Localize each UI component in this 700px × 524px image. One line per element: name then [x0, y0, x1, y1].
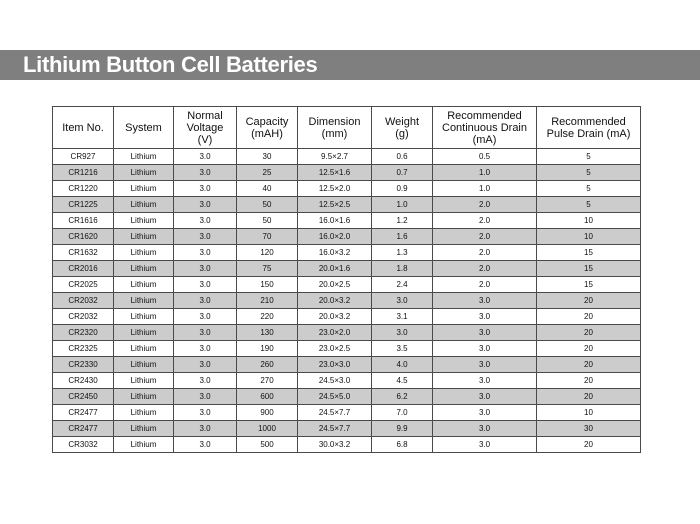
table-cell-dimension: 23.0×2.0: [298, 325, 372, 341]
table-cell-system: Lithium: [114, 245, 174, 261]
table-cell-capacity: 30: [237, 149, 298, 165]
table-cell-weight: 1.2: [372, 213, 433, 229]
table-cell-item-no: CR2032: [53, 309, 114, 325]
table-cell-dimension: 24.5×7.7: [298, 405, 372, 421]
table-cell-voltage: 3.0: [174, 165, 237, 181]
column-header-line: Capacity: [245, 115, 289, 128]
column-header-line: Recommended: [447, 109, 522, 122]
table-cell-dimension: 12.5×1.6: [298, 165, 372, 181]
table-cell-item-no: CR2320: [53, 325, 114, 341]
table-cell-item-no: CR1220: [53, 181, 114, 197]
table-cell-pulse-drain: 5: [537, 197, 641, 213]
table-cell-system: Lithium: [114, 309, 174, 325]
table-cell-item-no: CR927: [53, 149, 114, 165]
table-cell-continuous-drain: 3.0: [433, 357, 537, 373]
table-cell-capacity: 70: [237, 229, 298, 245]
table-row: [53, 165, 641, 181]
column-header-line: (g): [395, 127, 409, 140]
table-cell-dimension: 20.0×3.2: [298, 293, 372, 309]
column-header-pulse-drain: [537, 107, 641, 149]
column-header-line: Dimension: [308, 115, 361, 128]
table-cell-item-no: CR3032: [53, 437, 114, 453]
column-header-system: [114, 107, 174, 149]
table-cell-pulse-drain: 20: [537, 293, 641, 309]
table-cell-weight: 0.6: [372, 149, 433, 165]
column-header-line: (mAH): [251, 127, 283, 140]
table-cell-pulse-drain: 20: [537, 437, 641, 453]
column-header-continuous-drain: [433, 107, 537, 149]
table-cell-weight: 9.9: [372, 421, 433, 437]
table-cell-voltage: 3.0: [174, 309, 237, 325]
table-cell-dimension: 16.0×2.0: [298, 229, 372, 245]
table-cell-weight: 6.8: [372, 437, 433, 453]
table-cell-dimension: 20.0×1.6: [298, 261, 372, 277]
column-header-item-no: [53, 107, 114, 149]
table-cell-weight: 1.6: [372, 229, 433, 245]
table-row: [53, 229, 641, 245]
table-cell-item-no: CR2430: [53, 373, 114, 389]
table-cell-system: Lithium: [114, 325, 174, 341]
table-cell-voltage: 3.0: [174, 373, 237, 389]
table-row: [53, 261, 641, 277]
table-cell-dimension: 24.5×5.0: [298, 389, 372, 405]
table-cell-continuous-drain: 2.0: [433, 229, 537, 245]
table-row: [53, 341, 641, 357]
table-cell-continuous-drain: 3.0: [433, 309, 537, 325]
table-cell-system: Lithium: [114, 405, 174, 421]
table-cell-voltage: 3.0: [174, 293, 237, 309]
table-cell-voltage: 3.0: [174, 341, 237, 357]
table-cell-continuous-drain: 2.0: [433, 261, 537, 277]
table-cell-pulse-drain: 20: [537, 325, 641, 341]
table-cell-capacity: 50: [237, 197, 298, 213]
table-cell-item-no: CR2450: [53, 389, 114, 405]
table-cell-item-no: CR2032: [53, 293, 114, 309]
table-cell-continuous-drain: 2.0: [433, 245, 537, 261]
table-cell-pulse-drain: 30: [537, 421, 641, 437]
page-title: Lithium Button Cell Batteries: [23, 52, 318, 77]
table-cell-system: Lithium: [114, 389, 174, 405]
table-cell-pulse-drain: 20: [537, 357, 641, 373]
table-cell-capacity: 120: [237, 245, 298, 261]
table-cell-continuous-drain: 2.0: [433, 197, 537, 213]
table-cell-capacity: 210: [237, 293, 298, 309]
table-cell-continuous-drain: 3.0: [433, 341, 537, 357]
table-cell-continuous-drain: 1.0: [433, 165, 537, 181]
table-cell-capacity: 130: [237, 325, 298, 341]
table-cell-dimension: 30.0×3.2: [298, 437, 372, 453]
column-header-line: (mm): [321, 127, 348, 140]
table-cell-system: Lithium: [114, 341, 174, 357]
table-cell-continuous-drain: 0.5: [433, 149, 537, 165]
column-header-capacity: [237, 107, 298, 149]
table-cell-weight: 1.8: [372, 261, 433, 277]
table-cell-dimension: 23.0×3.0: [298, 357, 372, 373]
table-cell-dimension: 16.0×1.6: [298, 213, 372, 229]
table-row: [53, 197, 641, 213]
table-cell-system: Lithium: [114, 373, 174, 389]
table-cell-voltage: 3.0: [174, 405, 237, 421]
table-cell-weight: 3.0: [372, 325, 433, 341]
table-cell-voltage: 3.0: [174, 245, 237, 261]
table-row: [53, 149, 641, 165]
table-cell-weight: 4.5: [372, 373, 433, 389]
table-cell-item-no: CR1225: [53, 197, 114, 213]
table-row: [53, 245, 641, 261]
table-cell-continuous-drain: 3.0: [433, 325, 537, 341]
table-cell-continuous-drain: 2.0: [433, 277, 537, 293]
table-cell-voltage: 3.0: [174, 325, 237, 341]
table-cell-system: Lithium: [114, 165, 174, 181]
column-header-dimension: [298, 107, 372, 149]
table-cell-weight: 0.7: [372, 165, 433, 181]
table-cell-weight: 4.0: [372, 357, 433, 373]
table-row: [53, 309, 641, 325]
table-cell-weight: 3.5: [372, 341, 433, 357]
table-cell-pulse-drain: 15: [537, 261, 641, 277]
table-cell-weight: 1.0: [372, 197, 433, 213]
table-cell-capacity: 500: [237, 437, 298, 453]
table-cell-voltage: 3.0: [174, 261, 237, 277]
table-row: [53, 389, 641, 405]
table-cell-pulse-drain: 10: [537, 213, 641, 229]
table-cell-item-no: CR2325: [53, 341, 114, 357]
table-row: [53, 437, 641, 453]
table-cell-continuous-drain: 2.0: [433, 213, 537, 229]
table-cell-pulse-drain: 5: [537, 149, 641, 165]
table-cell-dimension: 9.5×2.7: [298, 149, 372, 165]
table-cell-dimension: 23.0×2.5: [298, 341, 372, 357]
table-cell-weight: 0.9: [372, 181, 433, 197]
table-cell-dimension: 20.0×2.5: [298, 277, 372, 293]
table-cell-weight: 3.1: [372, 309, 433, 325]
column-header-line: Voltage: [186, 121, 224, 134]
column-header-line: Pulse Drain (mA): [546, 127, 631, 140]
table-cell-system: Lithium: [114, 421, 174, 437]
table-cell-item-no: CR2016: [53, 261, 114, 277]
table-cell-voltage: 3.0: [174, 277, 237, 293]
table-cell-weight: 2.4: [372, 277, 433, 293]
table-cell-pulse-drain: 5: [537, 165, 641, 181]
table-cell-item-no: CR1620: [53, 229, 114, 245]
table-cell-continuous-drain: 3.0: [433, 293, 537, 309]
table-cell-item-no: CR2330: [53, 357, 114, 373]
table-cell-system: Lithium: [114, 197, 174, 213]
column-header-line: Continuous Drain: [442, 121, 527, 134]
table-cell-dimension: 12.5×2.0: [298, 181, 372, 197]
column-header-line: Item No.: [62, 121, 104, 134]
table-cell-capacity: 1000: [237, 421, 298, 437]
title-bar: [0, 50, 700, 80]
table-cell-capacity: 190: [237, 341, 298, 357]
table-cell-continuous-drain: 3.0: [433, 437, 537, 453]
column-header-line: Normal: [187, 109, 223, 122]
table-cell-pulse-drain: 20: [537, 389, 641, 405]
table-cell-continuous-drain: 3.0: [433, 389, 537, 405]
table-cell-capacity: 40: [237, 181, 298, 197]
table-cell-capacity: 75: [237, 261, 298, 277]
column-header-voltage: [174, 107, 237, 149]
table-cell-capacity: 25: [237, 165, 298, 181]
table-cell-pulse-drain: 15: [537, 245, 641, 261]
table-cell-item-no: CR2477: [53, 405, 114, 421]
table-cell-pulse-drain: 20: [537, 373, 641, 389]
table-row: [53, 325, 641, 341]
table-cell-capacity: 270: [237, 373, 298, 389]
table-row: [53, 277, 641, 293]
table-cell-continuous-drain: 3.0: [433, 405, 537, 421]
table-row: [53, 293, 641, 309]
table-cell-system: Lithium: [114, 229, 174, 245]
table-cell-pulse-drain: 20: [537, 309, 641, 325]
table-body: [53, 149, 641, 453]
table-cell-system: Lithium: [114, 277, 174, 293]
table-row: [53, 373, 641, 389]
table-cell-continuous-drain: 1.0: [433, 181, 537, 197]
column-header-line: (V): [197, 133, 213, 146]
table-row: [53, 405, 641, 421]
table-cell-pulse-drain: 20: [537, 341, 641, 357]
table-cell-weight: 1.3: [372, 245, 433, 261]
table-cell-voltage: 3.0: [174, 213, 237, 229]
table-cell-voltage: 3.0: [174, 181, 237, 197]
table-cell-pulse-drain: 10: [537, 405, 641, 421]
table-cell-capacity: 260: [237, 357, 298, 373]
table-cell-capacity: 600: [237, 389, 298, 405]
column-header-line: System: [125, 121, 162, 134]
column-header-weight: [372, 107, 433, 149]
table-cell-system: Lithium: [114, 213, 174, 229]
table-cell-capacity: 220: [237, 309, 298, 325]
table-cell-system: Lithium: [114, 149, 174, 165]
table-cell-dimension: 12.5×2.5: [298, 197, 372, 213]
column-header-line: (mA): [472, 133, 497, 146]
table-cell-item-no: CR1216: [53, 165, 114, 181]
table-cell-voltage: 3.0: [174, 357, 237, 373]
table-cell-capacity: 900: [237, 405, 298, 421]
table-row: [53, 357, 641, 373]
table-cell-voltage: 3.0: [174, 197, 237, 213]
table-row: [53, 213, 641, 229]
table-cell-voltage: 3.0: [174, 389, 237, 405]
table-cell-pulse-drain: 15: [537, 277, 641, 293]
table-row: [53, 181, 641, 197]
table-cell-dimension: 16.0×3.2: [298, 245, 372, 261]
table-cell-weight: 6.2: [372, 389, 433, 405]
table-cell-item-no: CR1616: [53, 213, 114, 229]
table-cell-voltage: 3.0: [174, 421, 237, 437]
table-cell-voltage: 3.0: [174, 229, 237, 245]
table-cell-item-no: CR2477: [53, 421, 114, 437]
table-header-row: [53, 107, 641, 149]
table-cell-voltage: 3.0: [174, 149, 237, 165]
table-cell-capacity: 150: [237, 277, 298, 293]
table-cell-dimension: 24.5×7.7: [298, 421, 372, 437]
table-row: [53, 421, 641, 437]
battery-spec-table: [52, 106, 641, 453]
table-cell-dimension: 24.5×3.0: [298, 373, 372, 389]
table-cell-item-no: CR2025: [53, 277, 114, 293]
table-cell-pulse-drain: 5: [537, 181, 641, 197]
table-cell-system: Lithium: [114, 437, 174, 453]
table-cell-weight: 3.0: [372, 293, 433, 309]
table-cell-voltage: 3.0: [174, 437, 237, 453]
column-header-line: Recommended: [551, 115, 626, 128]
table-cell-item-no: CR1632: [53, 245, 114, 261]
column-header-line: Weight: [384, 115, 420, 128]
table-cell-weight: 7.0: [372, 405, 433, 421]
table-cell-system: Lithium: [114, 293, 174, 309]
table-cell-system: Lithium: [114, 181, 174, 197]
table-cell-capacity: 50: [237, 213, 298, 229]
table-cell-system: Lithium: [114, 357, 174, 373]
table-cell-pulse-drain: 10: [537, 229, 641, 245]
table-cell-continuous-drain: 3.0: [433, 373, 537, 389]
table-cell-continuous-drain: 3.0: [433, 421, 537, 437]
table-cell-system: Lithium: [114, 261, 174, 277]
table-cell-dimension: 20.0×3.2: [298, 309, 372, 325]
